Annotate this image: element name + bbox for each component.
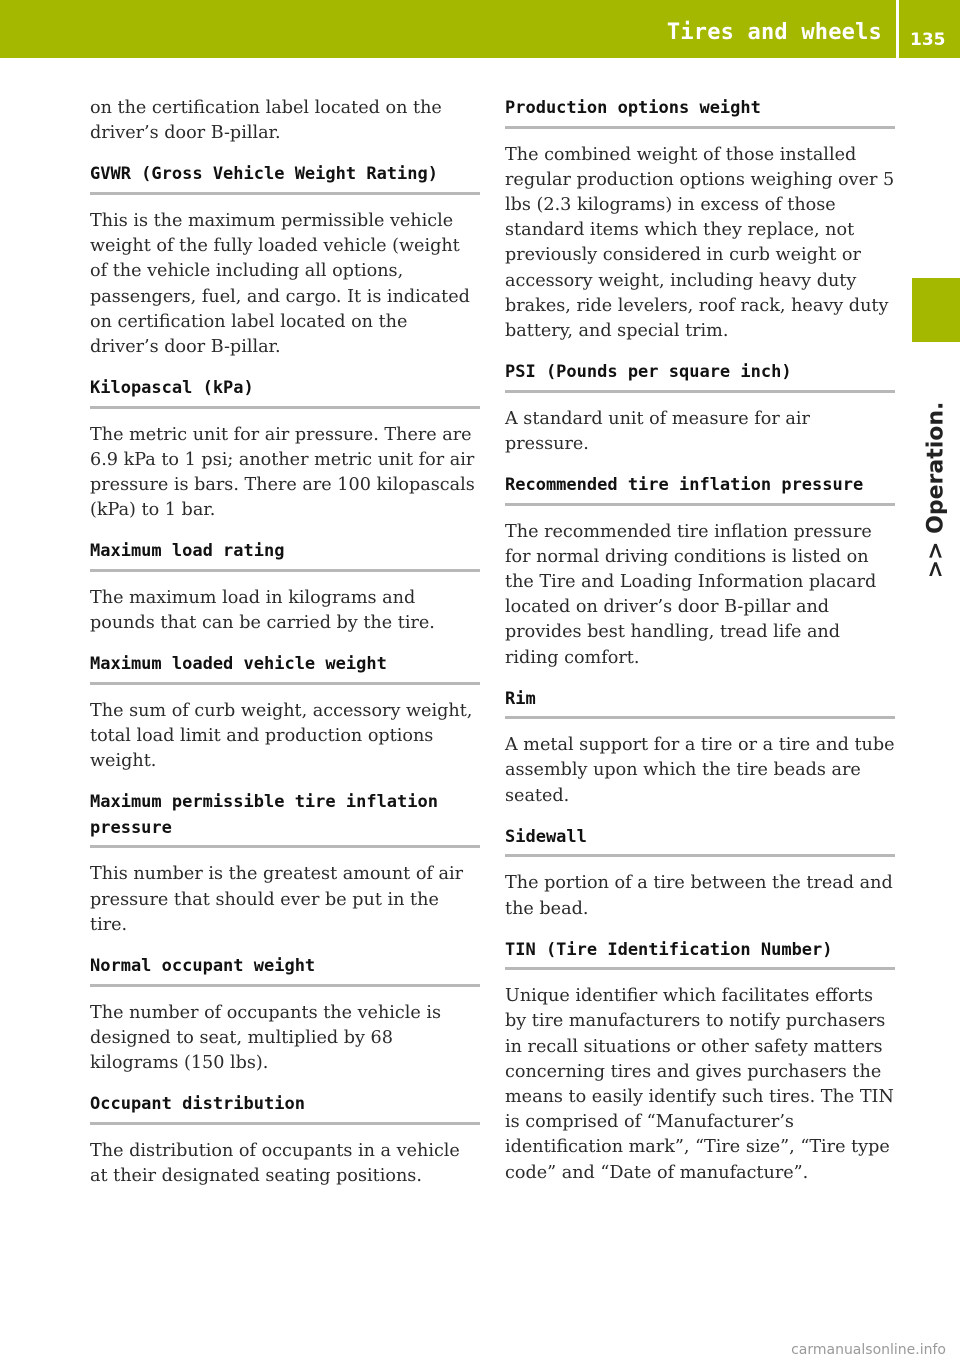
glossary-definition: The metric unit for air pressure. There are 6.9 kPa to 1 psi; another metric unit for air pressure is bars. There are 100 kilopascals (kPa) to 1 bar. — [90, 424, 475, 521]
header-divider — [896, 0, 899, 58]
left-column — [90, 96, 480, 1205]
glossary-term: Rim — [505, 687, 895, 720]
glossary-term: PSI (Pounds per square inch) — [505, 360, 895, 393]
page-header-title: Tires and wheels — [666, 20, 882, 45]
glossary-definition: The portion of a tire between the tread and the bead. — [505, 873, 893, 919]
glossary-definition: This number is the greatest amount of air pressure that should ever be put in the tire. — [90, 864, 464, 935]
right-column — [505, 96, 895, 1202]
glossary-term: Maximum loaded vehicle weight — [90, 652, 480, 685]
glossary-definition: The number of occupants the vehicle is designed to seat, multiplied by 68 kilograms (150 lbs). — [90, 1002, 442, 1073]
glossary-term: Sidewall — [505, 825, 895, 858]
glossary-definition: The combined weight of those installed regular production options weighing over 5 lbs (2.3 kilograms) in excess of those standard items which they replace, not previously considered in curb weight or accessory weight, including heavy duty brakes, ride levelers, roof rack, heavy duty battery, and special trim. — [505, 144, 895, 341]
section-label: >> Operation. — [923, 401, 949, 579]
glossary-definition: This is the maximum permissible vehicle weight of the fully loaded vehicle (weight of the vehicle including all options, passengers, fuel, and cargo. It is indicated on certification label located on the driver’s door B-pillar. — [90, 210, 470, 357]
glossary-term: Recommended tire inflation pressure — [505, 473, 895, 506]
glossary-term: TIN (Tire Identification Number) — [505, 938, 895, 971]
glossary-term: GVWR (Gross Vehicle Weight Rating) — [90, 162, 480, 195]
glossary-definition: The distribution of occupants in a vehicle at their designated seating positions. — [90, 1140, 460, 1186]
glossary-definition: Unique identifier which facilitates efforts by tire manufacturers to notify purchasers in recall situations or other safety matters concerning tires and gives purchasers the means to easily identify such tires. The TIN is comprised of “Manufacturer’s identification mark”, “Tire size”, “Tire type code” and “Date of manufacture”. — [505, 986, 894, 1183]
glossary-definition: The sum of curb weight, accessory weight, total load limit and production options weight. — [90, 700, 473, 772]
glossary-term: Normal occupant weight — [90, 954, 480, 987]
glossary-definition: A metal support for a tire or a tire and tube assembly upon which the tire beads are seated. — [505, 735, 895, 806]
section-tab-marker — [912, 278, 960, 342]
glossary-term: Maximum permissible tire inflation pressure — [90, 790, 480, 848]
glossary-definition: The maximum load in kilograms and pounds that can be carried by the tire. — [90, 587, 435, 634]
continuation-text: on the certification label located on the driver’s door B-pillar. — [90, 98, 442, 144]
glossary-term: Production options weight — [505, 96, 895, 129]
glossary-definition: A standard unit of measure for air pressure. — [505, 408, 810, 454]
glossary-term: Occupant distribution — [90, 1092, 480, 1125]
glossary-term: Maximum load rating — [90, 539, 480, 572]
page-number: 135 — [910, 30, 946, 50]
watermark-text[interactable]: carmanualsonline.info — [791, 1342, 946, 1358]
glossary-term: Kilopascal (kPa) — [90, 376, 480, 409]
glossary-definition: The recommended tire inflation pressure for normal driving conditions is listed on the Tire and Loading Information placard located on driver’s door B-pillar and provides best handling, tread life and riding comfort. — [505, 521, 877, 668]
